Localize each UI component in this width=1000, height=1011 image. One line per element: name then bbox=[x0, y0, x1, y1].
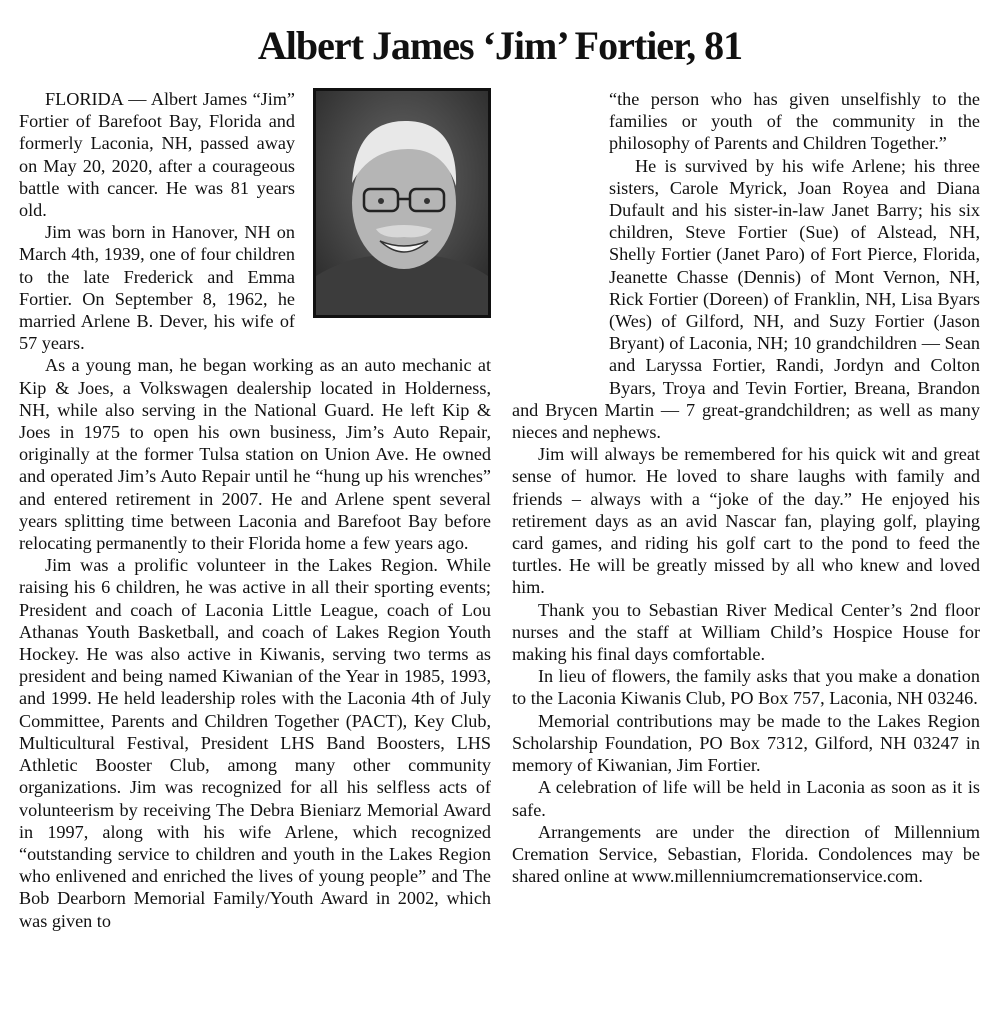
paragraph: A celebration of life will be held in Laconia as soon as it is safe. bbox=[512, 777, 980, 820]
paragraph: Memorial contributions may be made to the Lakes Region Scholarship Foundation, PO Box 7312, Gilford, NH 03247 in memory of Kiwanian, Jim Fortier. bbox=[512, 710, 980, 776]
paragraph: In lieu of flowers, the family asks that you make a donation to the Laconia Kiwanis Club, PO Box 757, Laconia, NH 03246. bbox=[512, 666, 980, 709]
left-column bbox=[19, 88, 491, 932]
paragraph: Arrangements are under the direction of Millennium Cremation Service, Sebastian, Florida. Condolences may be shared online at www.millenniumcremationservice.com. bbox=[512, 821, 980, 887]
paragraph: He is survived by his wife Arlene; his three sisters, Carole Myrick, Joan Royea and Diana Dufault and his sister-in-law Janet Barry; his six children, Steve Fortier (Sue) of Alstead, NH, Shelly Fortier (Janet Paro) of Fort Pierce, Florida, Jeanette Chasse (Dennis) of Mont Vernon, NH, Rick Fortier (Doreen) of Franklin, NH, Lisa Byars (Wes) of Gilford, NH, and Suzy Fortier (Jason Bryant) of Laconia, NH; 10 grandchildren — Sean and Laryssa Fortier, Randi, Jordyn and Colton Byars, Troya and Tevin Fortier, Breana, Brandon and Brycen Martin — 7 great-grandchildren; as well as many nieces and nephews. bbox=[512, 155, 980, 443]
right-column bbox=[512, 88, 980, 887]
paragraph: Jim was born in Hanover, NH on March 4th, 1939, one of four children to the late Frederick and Emma Fortier. On September 8, 1962, he married Arlene B. Dever, his wife of 57 years. bbox=[19, 222, 295, 354]
photo-wrap-spacer bbox=[512, 88, 609, 380]
portrait-photo bbox=[313, 88, 491, 318]
paragraph: Thank you to Sebastian River Medical Center’s 2nd floor nurses and the staff at William Child’s Hospice House for making his final days comfortable. bbox=[512, 599, 980, 665]
paragraph: As a young man, he began working as an auto mechanic at Kip & Joes, a Volkswagen dealership located in Holderness, NH, while also serving in the National Guard. He left Kip & Joes in 1975 to open his own business, Jim’s Auto Repair, originally at the former Tulsa station on Union Ave. He owned and operated Jim’s Auto Repair until he “hung up his wrenches” and entered retirement in 2007. He and Arlene spent several years splitting time between Laconia and Barefoot Bay before relocating permanently to their Florida home a few years ago. bbox=[19, 355, 491, 554]
paragraph: Jim will always be remembered for his quick wit and great sense of humor. He loved to share laughs with family and friends – always with a “joke of the day.” He enjoyed his retirement days as an avid Nascar fan, playing golf, playing card games, and riding his golf cart to the pond to feed the turtles. He will be greatly missed by all who knew and loved him. bbox=[512, 444, 980, 598]
paragraph: Jim was a prolific volunteer in the Lakes Region. While raising his 6 children, he was active in all their sporting events; President and coach of Laconia Little League, coach of Lou Athanas Youth Basketball, and coach of Lakes Region Youth Hockey. He was also active in Kiwanis, serving two terms as president and being named Kiwanian of the Year in 1985, 1993, and 1999. He held leadership roles with the Laconia 4th of July Committee, Parents and Children Together (PACT), Key Club, Multicultural Festival, President LHS Band Boosters, LHS Athletic Booster Club, among many other community organizations. Jim was recognized for all his selfless acts of volunteerism by receiving The Debra Bieniarz Memorial Award in 1997, along with his wife Arlene, which recognized “outstanding service to children and youth in the Lakes Region who enlivened and enriched the lives of young people” and The Bob Dearborn Memorial Family/Youth Award in 2002, which was given to bbox=[19, 555, 491, 931]
paragraph: “the person who has given unselfishly to the families or youth of the community in the philosophy of Parents and Children Together.” bbox=[609, 89, 980, 154]
obituary-title: Albert James ‘Jim’ Fortier, 81 bbox=[257, 23, 743, 68]
paragraph: FLORIDA — Albert James “Jim” Fortier of Barefoot Bay, Florida and formerly Laconia, NH, passed away on May 20, 2020, after a courageous battle with cancer. He was 81 years old. bbox=[19, 89, 295, 221]
